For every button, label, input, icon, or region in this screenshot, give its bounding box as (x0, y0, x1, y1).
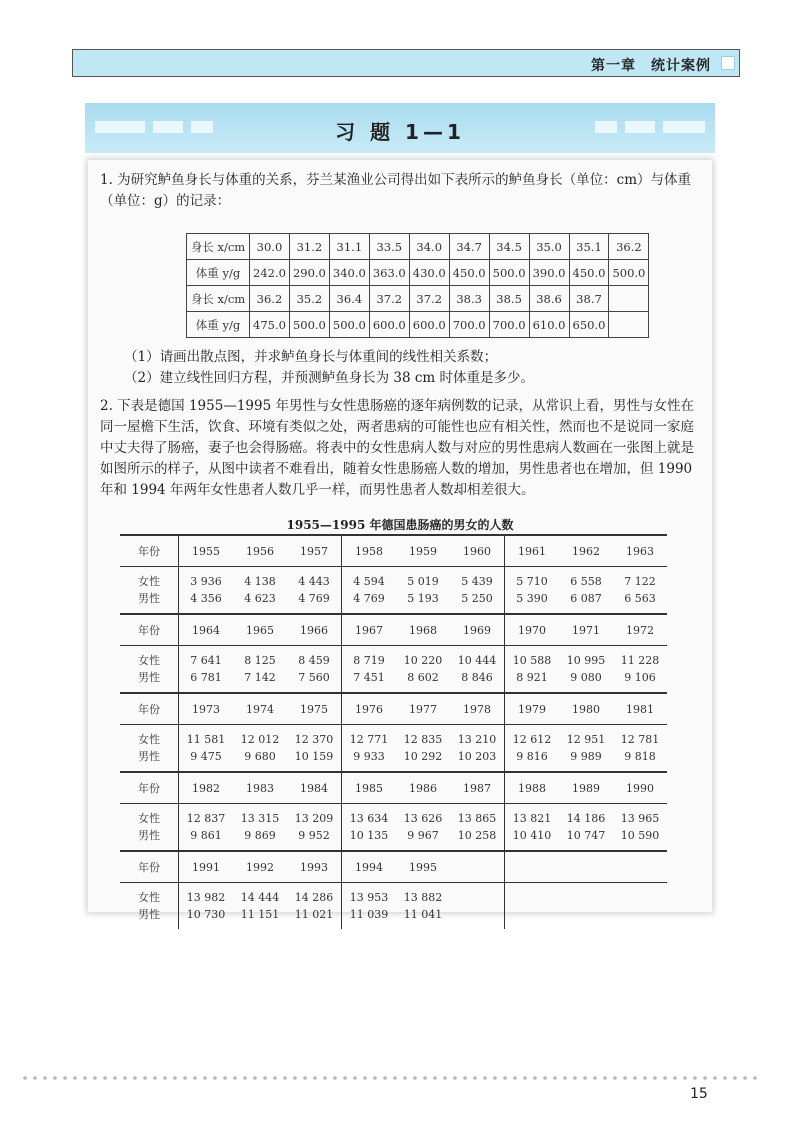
year-cell: 1965 (233, 614, 287, 646)
year-cell: 1981 (613, 693, 667, 725)
question-1-subparts (100, 347, 700, 389)
table-row (187, 286, 649, 312)
male-value: 9 816 (516, 750, 548, 763)
value-cell (450, 646, 505, 694)
year-cell: 1980 (559, 693, 613, 725)
female-value: 13 210 (457, 733, 497, 746)
female-value: 12 612 (512, 733, 552, 746)
female-value: 3 936 (190, 575, 222, 588)
row-label: 身长 x/cm (187, 286, 250, 312)
row-label: 年份 (120, 851, 179, 883)
value-cell (233, 804, 287, 852)
row-label (120, 646, 179, 694)
row-label (120, 567, 179, 615)
value-cell (233, 646, 287, 694)
value-cell (559, 725, 613, 773)
male-value: 4 356 (190, 592, 222, 605)
female-value: 13 209 (294, 812, 334, 825)
value-cell (396, 725, 450, 773)
female-value: 7 122 (624, 575, 656, 588)
female-value: 13 865 (457, 812, 497, 825)
year-cell: 1991 (179, 851, 234, 883)
male-value: 10 730 (186, 908, 226, 921)
female-value: 14 186 (566, 812, 606, 825)
row-label: 年份 (120, 772, 179, 804)
value-cell (179, 725, 234, 773)
value-cell (287, 646, 342, 694)
table-row-years (120, 614, 667, 646)
male-value: 7 451 (353, 671, 385, 684)
male-value: 5 193 (407, 592, 439, 605)
value-cell (505, 646, 560, 694)
year-cell: 1967 (342, 614, 397, 646)
table-cell: 35.2 (289, 286, 329, 312)
table-row-years (120, 772, 667, 804)
question-1-part-1: （1）请画出散点图，并求鲈鱼身长与体重间的线性相关系数； (124, 349, 498, 365)
female-value: 4 594 (353, 575, 385, 588)
value-cell (450, 725, 505, 773)
male-label: 男性 (138, 829, 160, 842)
male-value: 6 087 (570, 592, 602, 605)
value-cell (559, 646, 613, 694)
male-value: 9 080 (570, 671, 602, 684)
male-value: 9 818 (624, 750, 656, 763)
year-cell: 1955 (179, 535, 234, 567)
value-cell (287, 883, 342, 930)
year-cell: 1986 (396, 772, 450, 804)
table-cell: 610.0 (529, 312, 569, 338)
year-cell: 1973 (179, 693, 234, 725)
table-row-years (120, 693, 667, 725)
male-value: 9 106 (624, 671, 656, 684)
year-cell: 1970 (505, 614, 560, 646)
table-cell: 430.0 (409, 260, 449, 286)
year-cell: 1968 (396, 614, 450, 646)
value-cell (505, 804, 560, 852)
row-label: 体重 y/g (187, 260, 250, 286)
table-row (187, 234, 649, 260)
table-cell: 36.2 (250, 286, 290, 312)
value-cell (559, 804, 613, 852)
male-value: 8 602 (407, 671, 439, 684)
year-cell: 1977 (396, 693, 450, 725)
question-1-part-2: （2）建立线性回归方程，并预测鲈鱼身长为 38 cm 时体重是多少。 (124, 370, 535, 386)
table-cell: 650.0 (569, 312, 609, 338)
female-value: 6 558 (570, 575, 602, 588)
value-cell (450, 567, 505, 615)
table-row-years (120, 851, 667, 883)
male-value: 11 039 (349, 908, 389, 921)
year-cell: 1988 (505, 772, 560, 804)
table-cell: 500.0 (329, 312, 369, 338)
table-cell: 450.0 (569, 260, 609, 286)
female-value: 13 982 (186, 891, 226, 904)
female-value: 13 315 (240, 812, 280, 825)
table-row-values (120, 804, 667, 852)
year-cell: 1958 (342, 535, 397, 567)
female-value: 11 228 (620, 654, 660, 667)
question-2-block (100, 396, 700, 501)
male-value: 6 781 (190, 671, 222, 684)
value-cell (342, 804, 397, 852)
value-cell (505, 883, 560, 930)
year-cell: 1961 (505, 535, 560, 567)
male-value: 4 769 (298, 592, 330, 605)
male-value: 8 921 (516, 671, 548, 684)
year-cell: 1983 (233, 772, 287, 804)
year-cell (613, 851, 667, 883)
male-value: 9 680 (244, 750, 276, 763)
value-cell (179, 804, 234, 852)
male-value: 9 967 (407, 829, 439, 842)
female-label: 女性 (138, 654, 160, 667)
table-cell: 38.6 (529, 286, 569, 312)
cancer-data-table (120, 534, 667, 929)
value-cell (559, 883, 613, 930)
male-value: 10 203 (457, 750, 497, 763)
female-value: 8 459 (298, 654, 330, 667)
value-cell (613, 804, 667, 852)
female-value: 10 995 (566, 654, 606, 667)
table-row-values (120, 883, 667, 930)
female-value: 5 019 (407, 575, 439, 588)
year-cell: 1956 (233, 535, 287, 567)
female-value: 12 771 (349, 733, 389, 746)
year-cell: 1976 (342, 693, 397, 725)
value-cell (396, 646, 450, 694)
table-cell: 600.0 (369, 312, 409, 338)
male-label: 男性 (138, 908, 160, 921)
value-cell (233, 883, 287, 930)
female-value: 14 286 (294, 891, 334, 904)
year-cell: 1979 (505, 693, 560, 725)
male-value: 4 623 (244, 592, 276, 605)
table-cell: 500.0 (289, 312, 329, 338)
value-cell (450, 883, 505, 930)
value-cell (396, 804, 450, 852)
table-cell: 500.0 (609, 260, 649, 286)
table-cell: 31.1 (329, 234, 369, 260)
male-value: 10 747 (566, 829, 606, 842)
year-cell: 1963 (613, 535, 667, 567)
table-cell: 242.0 (250, 260, 290, 286)
year-cell: 1995 (396, 851, 450, 883)
year-cell: 1964 (179, 614, 234, 646)
male-value: 11 041 (403, 908, 443, 921)
table-cell: 390.0 (529, 260, 569, 286)
female-value: 13 882 (403, 891, 443, 904)
value-cell (233, 567, 287, 615)
section-title-bar (85, 103, 715, 153)
table-cell: 35.0 (529, 234, 569, 260)
row-label (120, 804, 179, 852)
value-cell (613, 646, 667, 694)
male-value: 10 159 (294, 750, 334, 763)
female-value: 8 719 (353, 654, 385, 667)
male-value: 10 258 (457, 829, 497, 842)
row-label: 年份 (120, 614, 179, 646)
year-cell: 1993 (287, 851, 342, 883)
female-value: 12 012 (240, 733, 280, 746)
female-value: 10 220 (403, 654, 443, 667)
footer-dotted-rule (20, 1075, 760, 1081)
exercise-content (100, 170, 700, 212)
female-value: 14 444 (240, 891, 280, 904)
value-cell (505, 725, 560, 773)
female-label: 女性 (138, 733, 160, 746)
value-cell (287, 725, 342, 773)
female-value: 8 125 (244, 654, 276, 667)
table-cell: 600.0 (409, 312, 449, 338)
table-row (187, 312, 649, 338)
year-cell: 1989 (559, 772, 613, 804)
year-cell: 1969 (450, 614, 505, 646)
table-cell: 30.0 (250, 234, 290, 260)
year-cell: 1992 (233, 851, 287, 883)
male-value: 10 292 (403, 750, 443, 763)
male-label: 男性 (138, 750, 160, 763)
chapter-header-bar (72, 49, 740, 77)
table-cell: 33.5 (369, 234, 409, 260)
value-cell (179, 567, 234, 615)
female-label: 女性 (138, 812, 160, 825)
value-cell (613, 883, 667, 930)
male-value: 9 952 (298, 829, 330, 842)
row-label: 体重 y/g (187, 312, 250, 338)
female-label: 女性 (138, 891, 160, 904)
table-cell: 34.0 (409, 234, 449, 260)
table-cell: 700.0 (489, 312, 529, 338)
value-cell (342, 883, 397, 930)
row-label: 年份 (120, 535, 179, 567)
year-cell (505, 851, 560, 883)
table-cell: 450.0 (449, 260, 489, 286)
table-cell: 38.5 (489, 286, 529, 312)
male-value: 5 390 (516, 592, 548, 605)
year-cell: 1971 (559, 614, 613, 646)
male-value: 4 769 (353, 592, 385, 605)
female-value: 5 710 (516, 575, 548, 588)
table-cell: 31.2 (289, 234, 329, 260)
value-cell (505, 567, 560, 615)
table-cell: 340.0 (329, 260, 369, 286)
value-cell (287, 804, 342, 852)
row-label: 年份 (120, 693, 179, 725)
male-value: 9 861 (190, 829, 222, 842)
year-cell: 1985 (342, 772, 397, 804)
question-2-text: 2. 下表是德国 1955—1995 年男性与女性患肠癌的逐年病例数的记录，从常识上看，男性与女性在同一屋檐下生活，饮食、环境有类似之处，两者患病的可能性也应有相关性，然而也不是说同一家庭中丈夫得了肠癌，妻子也会得肠癌。将表中的女性患病人数与对应的男性患病人数画在一张图上就是如图所示的样子，从图中读者不难看出，随着女性患肠癌人数的增加，男性患者也在增加，但 1990 年和 1994 年两年女性患者人数几乎一样，而男性患者人数却相差很大。 (100, 398, 694, 498)
table-cell: 475.0 (250, 312, 290, 338)
question-1-text: 1. 为研究鲈鱼身长与体重的关系，芬兰某渔业公司得出如下表所示的鲈鱼身长（单位：cm）与体重（单位：g）的记录： (100, 172, 692, 209)
table-cell: 500.0 (489, 260, 529, 286)
table-cell: 36.4 (329, 286, 369, 312)
female-value: 12 781 (620, 733, 660, 746)
male-value: 11 151 (240, 908, 280, 921)
year-cell (450, 851, 505, 883)
male-value: 10 135 (349, 829, 389, 842)
table-cell: 363.0 (369, 260, 409, 286)
female-label: 女性 (138, 575, 160, 588)
year-cell: 1984 (287, 772, 342, 804)
female-value: 12 837 (186, 812, 226, 825)
value-cell (396, 883, 450, 930)
male-label: 男性 (138, 671, 160, 684)
value-cell (450, 804, 505, 852)
table-cell: 37.2 (369, 286, 409, 312)
section-title: 习 题 1—1 (335, 120, 465, 144)
table-row-values (120, 725, 667, 773)
female-value: 10 444 (457, 654, 497, 667)
year-cell: 1959 (396, 535, 450, 567)
year-cell: 1982 (179, 772, 234, 804)
male-value: 8 846 (461, 671, 493, 684)
table-cell: 36.2 (609, 234, 649, 260)
row-label: 身长 x/cm (187, 234, 250, 260)
value-cell (559, 567, 613, 615)
female-value: 12 951 (566, 733, 606, 746)
table-cell: 37.2 (409, 286, 449, 312)
year-cell: 1957 (287, 535, 342, 567)
value-cell (287, 567, 342, 615)
female-value: 7 641 (190, 654, 222, 667)
square-marker-icon (721, 56, 735, 70)
female-value: 12 370 (294, 733, 334, 746)
table-row-years (120, 535, 667, 567)
table-row-values (120, 567, 667, 615)
year-cell: 1978 (450, 693, 505, 725)
male-value: 9 475 (190, 750, 222, 763)
year-cell: 1975 (287, 693, 342, 725)
female-value: 4 443 (298, 575, 330, 588)
female-value: 10 588 (512, 654, 552, 667)
table-cell: 34.7 (449, 234, 489, 260)
female-value: 12 835 (403, 733, 443, 746)
female-value: 13 821 (512, 812, 552, 825)
chapter-label: 第一章 统计案例 (591, 58, 711, 74)
table-cell: 34.5 (489, 234, 529, 260)
male-value: 7 142 (244, 671, 276, 684)
value-cell (613, 567, 667, 615)
female-value: 13 634 (349, 812, 389, 825)
table-row-values (120, 646, 667, 694)
female-value: 4 138 (244, 575, 276, 588)
male-value: 9 933 (353, 750, 385, 763)
female-value: 13 953 (349, 891, 389, 904)
year-cell: 1972 (613, 614, 667, 646)
year-cell: 1990 (613, 772, 667, 804)
value-cell (342, 725, 397, 773)
table-cell (609, 312, 649, 338)
male-value: 7 560 (298, 671, 330, 684)
female-value: 11 581 (186, 733, 226, 746)
table-cell (609, 286, 649, 312)
value-cell (179, 883, 234, 930)
value-cell (613, 725, 667, 773)
year-cell: 1962 (559, 535, 613, 567)
female-value: 13 965 (620, 812, 660, 825)
table-cell: 35.1 (569, 234, 609, 260)
year-cell: 1987 (450, 772, 505, 804)
table-cell: 700.0 (449, 312, 489, 338)
male-value: 6 563 (624, 592, 656, 605)
fish-data-table (186, 233, 649, 338)
male-value: 10 590 (620, 829, 660, 842)
year-cell: 1974 (233, 693, 287, 725)
table-cell: 38.3 (449, 286, 489, 312)
female-value: 5 439 (461, 575, 493, 588)
male-value: 9 869 (244, 829, 276, 842)
male-value: 5 250 (461, 592, 493, 605)
value-cell (233, 725, 287, 773)
male-value: 9 989 (570, 750, 602, 763)
row-label (120, 883, 179, 930)
value-cell (179, 646, 234, 694)
table-cell: 38.7 (569, 286, 609, 312)
page-number: 15 (690, 1086, 708, 1102)
value-cell (342, 567, 397, 615)
year-cell (559, 851, 613, 883)
value-cell (396, 567, 450, 615)
male-value: 11 021 (294, 908, 334, 921)
cancer-table-title: 1955—1995 年德国患肠癌的男女的人数 (286, 518, 514, 532)
value-cell (342, 646, 397, 694)
table-cell: 290.0 (289, 260, 329, 286)
row-label (120, 725, 179, 773)
year-cell: 1966 (287, 614, 342, 646)
year-cell: 1994 (342, 851, 397, 883)
year-cell: 1960 (450, 535, 505, 567)
female-value: 13 626 (403, 812, 443, 825)
male-value: 10 410 (512, 829, 552, 842)
male-label: 男性 (138, 592, 160, 605)
table-row (187, 260, 649, 286)
